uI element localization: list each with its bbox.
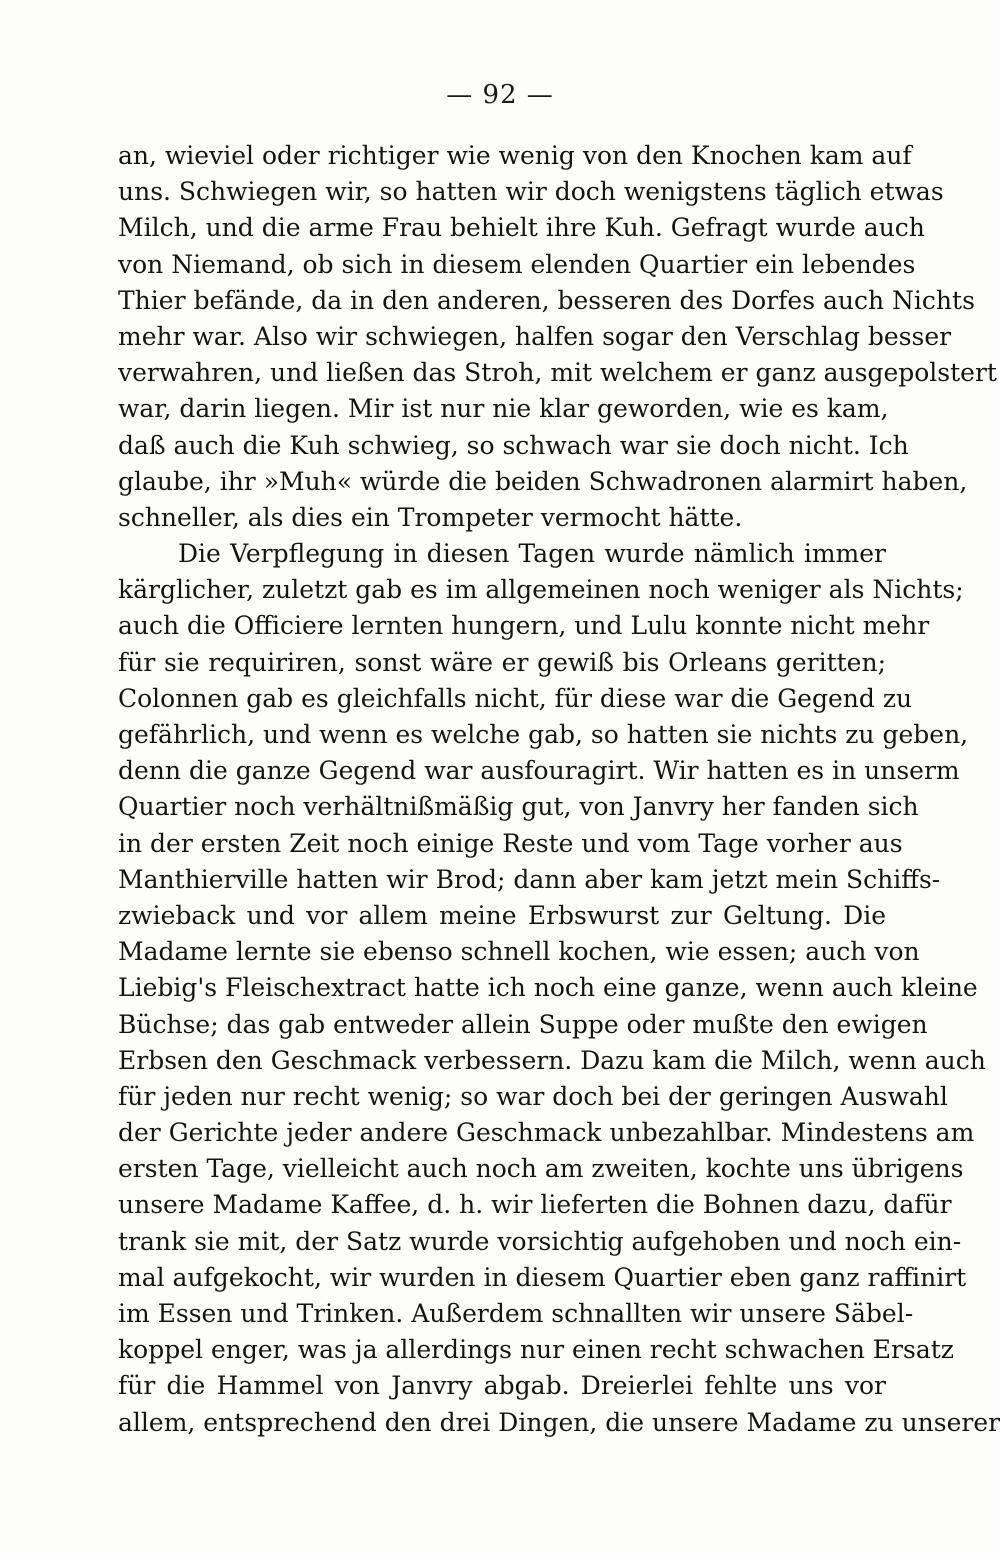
text-line: der Gerichte jeder andere Geschmack unbezahlbar. Mindestens am (118, 1118, 975, 1148)
text-line: gefährlich, und wenn es welche gab, so hatten sie nichts zu geben, (118, 720, 969, 749)
text-line: auch die Officiere lernten hungern, und Lulu konnte nicht mehr (118, 611, 930, 641)
text-line: denn die ganze Gegend war ausfouragirt. Wir hatten es in unserm (118, 756, 960, 786)
text-line: Milch, und die arme Frau behielt ihre Kuh. Gefragt wurde auch (118, 213, 925, 243)
paragraph-start-line: Die Verpflegung in diesen Tagen wurde nämlich immer (178, 539, 886, 569)
text-line: uns. Schwiegen wir, so hatten wir doch wenigstens täglich etwas (118, 177, 944, 207)
text-line: Büchse; das gab entweder allein Suppe oder mußte den ewigen (118, 1009, 928, 1039)
text-line: verwahren, und ließen das Stroh, mit welchem er ganz ausgepolstert (118, 358, 997, 388)
text-line: für die Hammel von Janvry abgab. Dreierlei fehlte uns vor (118, 1371, 886, 1401)
text-line: ersten Tage, vielleicht auch noch am zweiten, kochte uns übrigens (118, 1154, 964, 1184)
text-line: mal aufgekocht, wir wurden in diesem Quartier eben ganz raffinirt (118, 1262, 967, 1292)
paragraph-end-line: schneller, als dies ein Trompeter vermocht hätte. (118, 502, 743, 532)
text-line: Colonnen gab es gleichfalls nicht, für diese war die Gegend zu (118, 683, 913, 713)
text-line: Erbsen den Geschmack verbessern. Dazu kam die Milch, wenn auch (118, 1045, 986, 1075)
text-line: trank sie mit, der Satz wurde vorsichtig aufgehoben und noch ein- (118, 1226, 962, 1256)
text-line: in der ersten Zeit noch einige Reste und vom Tage vorher aus (118, 828, 903, 858)
text-line: für jeden nur recht wenig; so war doch bei der geringen Auswahl (118, 1081, 948, 1111)
text-line: Manthierville hatten wir Brod; dann aber kam jetzt mein Schiffs- (118, 864, 941, 894)
text-line: Madame lernte sie ebenso schnell kochen, wie essen; auch von (118, 937, 920, 967)
text-line: glaube, ihr »Muh« würde die beiden Schwadronen alarmirt haben, (118, 466, 968, 496)
text-line: zwieback und vor allem meine Erbswurst zur Geltung. Die (118, 900, 886, 930)
text-line: Quartier noch verhältnißmäßig gut, von Janvry her fanden sich (118, 792, 919, 822)
text-line: allem, entsprechend den drei Dingen, die unsere Madame zu unserer (118, 1407, 1000, 1437)
text-line: für sie requiriren, sonst wäre er gewiß bis Orleans geritten; (118, 647, 886, 677)
text-line: mehr war. Also wir schwiegen, halfen sogar den Verschlag besser (118, 321, 952, 351)
text-line: von Niemand, ob sich in diesem elenden Quartier ein lebendes (118, 249, 916, 279)
text-line: koppel enger, was ja allerdings nur einen recht schwachen Ersatz (118, 1335, 954, 1365)
text-line: kärglicher, zuletzt gab es im allgemeinen noch weniger als Nichts; (118, 575, 964, 605)
text-line: war, darin liegen. Mir ist nur nie klar geworden, wie es kam, (118, 394, 889, 424)
text-line: daß auch die Kuh schwieg, so schwach war sie doch nicht. Ich (118, 430, 909, 460)
text-line: im Essen und Trinken. Außerdem schnallten wir unsere Säbel- (118, 1299, 914, 1328)
page-number: — 92 — (446, 80, 554, 110)
text-line: an, wieviel oder richtiger wie wenig von den Knochen kam auf (118, 141, 912, 170)
text-line: Thier befände, da in den anderen, besseren des Dorfes auch Nichts (118, 285, 975, 315)
body-text (118, 138, 1000, 1441)
text-line: unsere Madame Kaffee, d. h. wir lieferten die Bohnen dazu, dafür (118, 1190, 952, 1220)
text-line: Liebig's Fleischextract hatte ich noch eine ganze, wenn auch kleine (118, 973, 978, 1003)
